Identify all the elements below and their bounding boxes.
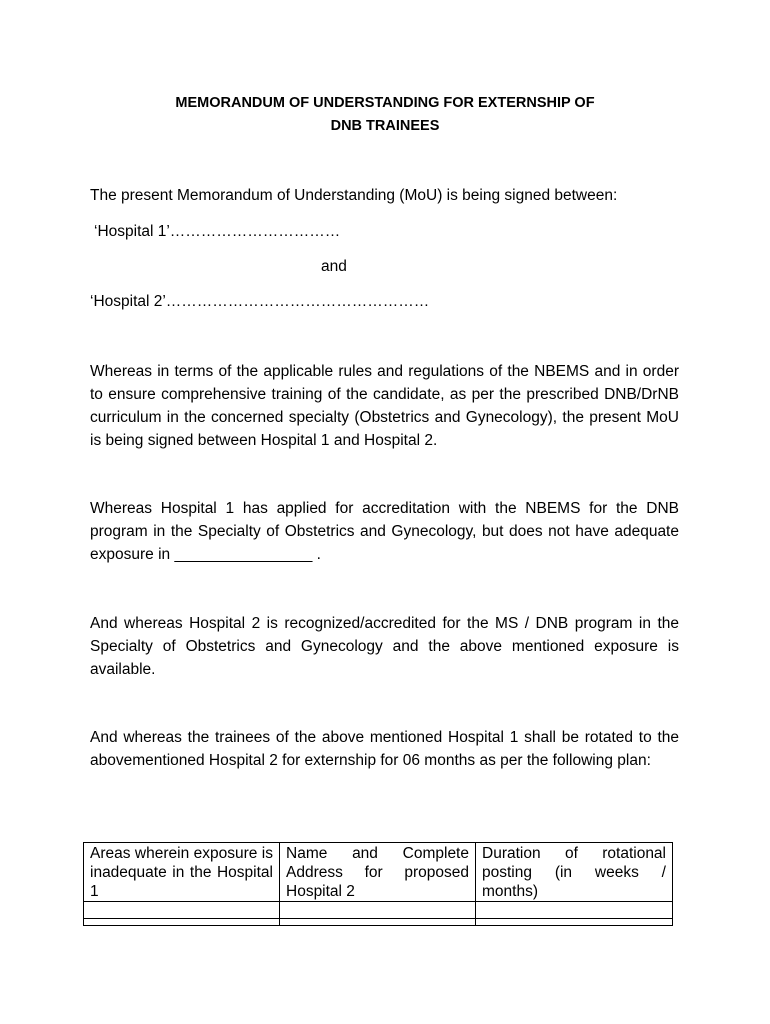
intro-statement: The present Memorandum of Understanding (MoU) is being signed between: [90,187,618,204]
header-hospital-2-address: Name and Complete Address for proposed Hospital 2 [280,843,476,902]
table-cell[interactable] [84,902,280,919]
table-cell[interactable] [84,919,280,926]
externship-plan-table [83,842,673,926]
table-cell[interactable] [476,902,673,919]
whereas-rules-paragraph: Whereas in terms of the applicable rules and regulations of the NBEMS and in order to ensure comprehensive training of the candidate, as per the prescribed DNB/DrNB curriculum in the concerned specialty (Obstetrics and Gynecology), the present MoU is being signed between Hospital 1 and Hospital 2. [90,363,679,449]
table-header-row [84,843,673,902]
table-row [84,902,673,919]
document-title-line-1: MEMORANDUM OF UNDERSTANDING FOR EXTERNSHIP OF [175,95,595,111]
document-title-line-2: DNB TRAINEES [330,118,440,134]
table-cell[interactable] [280,919,476,926]
whereas-accreditation-paragraph: Whereas Hospital 1 has applied for accreditation with the NBEMS for the DNB program in the Specialty of Obstetrics and Gynecology, but does not have adequate exposure in ________________ . [90,500,679,563]
hospital-2-field: ‘Hospital 2’…………………………………………… [90,293,430,310]
and-connector: and [321,258,347,275]
hospital-1-field: ‘Hospital 1’…………………………… [94,223,341,240]
whereas-recognized-paragraph: And whereas Hospital 2 is recognized/accredited for the MS / DNB program in the Specialty of Obstetrics and Gynecology and the above mentioned exposure is available. [90,615,679,678]
whereas-rotation-paragraph: And whereas the trainees of the above mentioned Hospital 1 shall be rotated to the abovementioned Hospital 2 for externship for 06 months as per the following plan: [90,729,679,769]
table-cell[interactable] [476,919,673,926]
header-duration-posting: Duration of rotational posting (in weeks / months) [476,843,673,902]
table-row [84,919,673,926]
table-cell[interactable] [280,902,476,919]
header-areas-inadequate: Areas wherein exposure is inadequate in the Hospital 1 [84,843,280,902]
